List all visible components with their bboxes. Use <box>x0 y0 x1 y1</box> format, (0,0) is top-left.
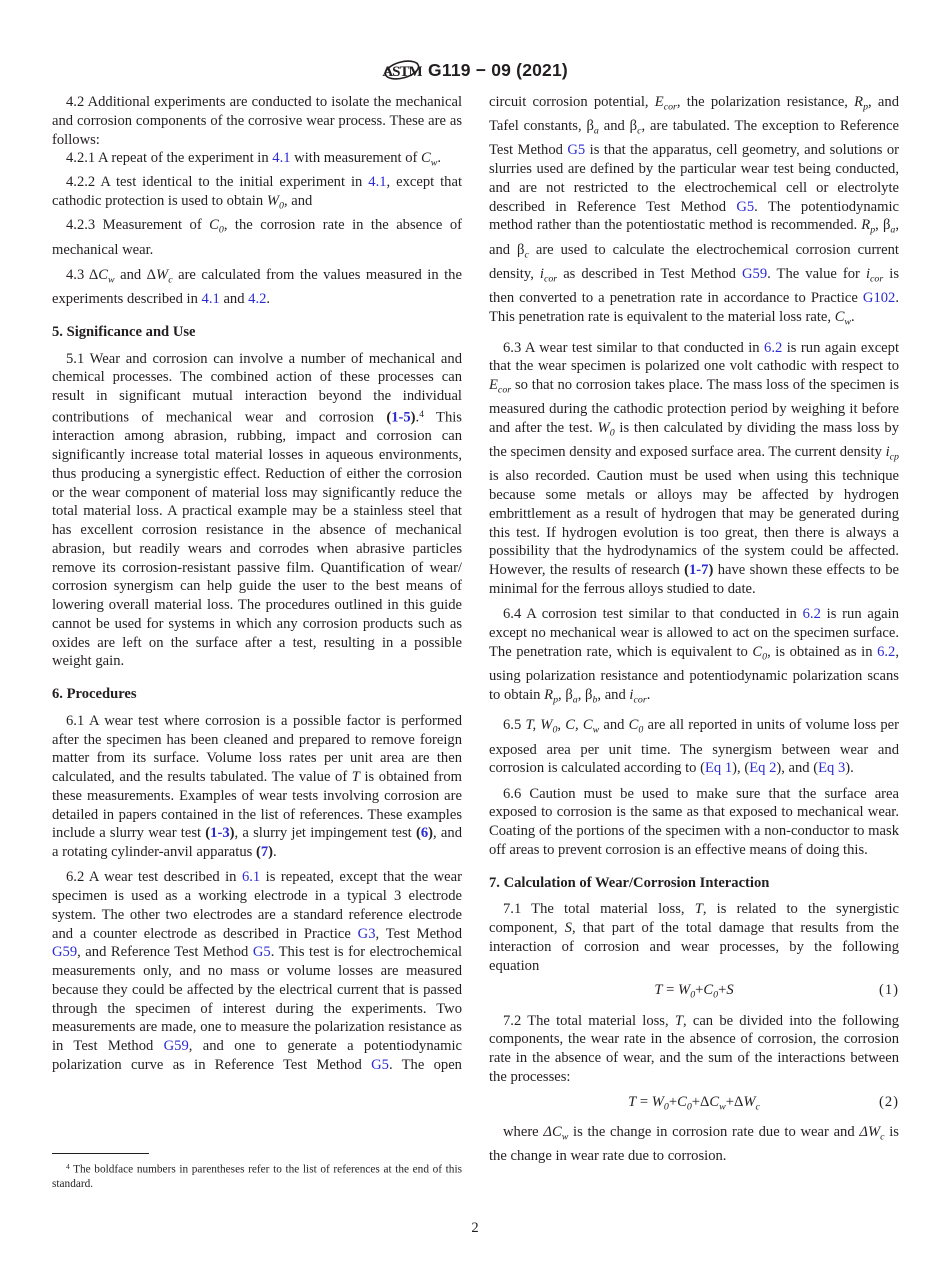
cross-reference-link[interactable]: Eq 2 <box>749 760 777 777</box>
text-run: is the change in corrosion rate due to wear and <box>568 1123 860 1140</box>
text-run: , the polarization resistance, <box>676 94 855 110</box>
text-run: 7.1 The total material loss, <box>503 901 695 918</box>
subscript: w <box>592 724 600 736</box>
subscript: 0 <box>690 989 696 1001</box>
cross-reference-link[interactable]: G3 <box>357 925 376 942</box>
italic-text: S <box>726 982 734 999</box>
svg-text:ASTM: ASTM <box>382 64 422 80</box>
italic-text: C <box>628 717 639 734</box>
text-run: 5.1 Wear and corrosion can involve a number of mechanical and chemical processes. The combined action of these processes can result in significant mutual interaction beyond the individual contributions of mechanical wear and corrosion <box>52 350 462 426</box>
bold-text: ( <box>255 844 261 861</box>
italic-text: R <box>854 94 864 110</box>
bold-text: ) <box>428 825 434 842</box>
left-column <box>52 93 462 1075</box>
text-run: , except that cathodic protection is used to obtain <box>52 174 462 210</box>
page-header <box>0 56 950 84</box>
text-run: , that part of the total damage that results from the interaction of corrosion and wear processes, by the following equation <box>489 920 899 974</box>
text-run: . The potentiodynamic method rather than the potentiostatic method is recommended. <box>489 198 899 234</box>
text-run: 7. Calculation of Wear/Corrosion Interaction <box>489 874 770 891</box>
paragraph <box>489 93 899 332</box>
paragraph <box>489 900 899 975</box>
footnote-divider <box>52 1153 149 1154</box>
text-run: + <box>695 982 704 999</box>
equation <box>489 1093 899 1117</box>
paragraph <box>489 785 899 860</box>
text-run: , and one to generate a potentiodynamic polarization curve as in Reference Test Method <box>52 1038 462 1073</box>
italic-text: T <box>628 1093 637 1110</box>
italic-text: T <box>674 1012 683 1029</box>
subscript: cor <box>543 273 558 285</box>
subscript: c <box>637 125 642 137</box>
text-run: ), ( <box>732 760 750 777</box>
italic-text: W <box>597 420 610 437</box>
cross-reference-link[interactable]: G5 <box>567 142 586 159</box>
text-run: ), and ( <box>776 760 819 777</box>
italic-text: i <box>865 265 871 282</box>
text-run: 4.2 Additional experiments are conducted to isolate the mechanical and corrosion components of the corrosive wear process. These are as follows: <box>52 94 462 148</box>
italic-text: i <box>629 686 634 703</box>
paragraph <box>52 93 462 149</box>
cross-reference-link[interactable]: G102 <box>862 290 896 307</box>
text-run: 6.5 <box>503 717 526 734</box>
italic-text: C <box>209 217 219 234</box>
document-title: G119 − 09 (2021) <box>428 59 568 80</box>
text-run: is also recorded. Caution must be used when using this technique because some metals or alloys may be affected by hydrogen embrittlement as a result of hydrogen that may be generated during this test. If hydrogen evolution is too great, then there is always a possibility that the hydrodynamics of the system could be affected. However, the results of research <box>489 468 899 579</box>
section-heading <box>489 874 899 893</box>
text-run: circuit corrosion potential, <box>489 94 655 110</box>
reference-link[interactable]: 7 <box>260 844 269 861</box>
text-run: is obtained from these measurements. Examples of wear tests involving corrosion are detailed in papers contained in the list of references. These examples include a slurry wear test <box>52 769 462 842</box>
subscript: cor <box>633 694 647 706</box>
subscript: cor <box>663 101 677 113</box>
text-run: . This penetration rate is equivalent to the material loss rate, <box>489 290 899 325</box>
text-run: is the change in wear rate due to corrosion. <box>489 1123 899 1165</box>
text-run: . <box>437 150 442 167</box>
cross-reference-link[interactable]: 4.2 <box>248 291 267 308</box>
italic-text: E <box>489 377 498 394</box>
paragraph <box>52 173 462 216</box>
italic-text: T <box>694 901 703 918</box>
italic-text: i <box>885 444 890 461</box>
italic-text: C <box>677 1093 687 1110</box>
subscript: 0 <box>218 224 224 236</box>
text-run: and Δ <box>114 266 157 283</box>
text-run: . <box>646 686 651 703</box>
subscript: a <box>593 125 599 137</box>
subscript: 0 <box>638 724 644 736</box>
text-run: , and <box>597 686 630 703</box>
italic-text: W <box>743 1093 756 1110</box>
subscript: 0 <box>762 651 768 663</box>
reference-link[interactable]: 1-3 <box>210 825 230 842</box>
subscript: cor <box>497 384 512 396</box>
italic-text: C <box>834 308 845 325</box>
cross-reference-link[interactable]: G59 <box>52 944 78 961</box>
text-run: . <box>266 291 271 308</box>
subscript: c <box>755 1101 760 1113</box>
text-run: 6.4 A corrosion test similar to that conducted in <box>503 606 803 623</box>
superscript: 4 <box>419 409 424 420</box>
text-run: . This test is for electrochemical measurements only, and no mass or volume losses are measured because they could be affected by the electrical current that is passed through the specimen of interest during the experiments. Two measurements are made, one to measure the polarization resistance as in Test Method <box>52 944 462 1055</box>
italic-text: W <box>678 982 691 999</box>
italic-text: W <box>156 266 169 283</box>
cross-reference-link[interactable]: 6.2 <box>877 643 896 660</box>
paragraph <box>489 605 899 710</box>
cross-reference-link[interactable]: 6.1 <box>241 869 261 886</box>
italic-text: C <box>98 266 109 283</box>
text-run: is that the apparatus, cell geometry, and solutions or slurries used are defined by the particular wear test being conducted, and are not restricted to the electrochemical cell or electrolyte described in Reference Test Method <box>489 142 899 215</box>
bold-text: ) <box>229 825 235 842</box>
equation <box>489 981 899 1005</box>
subscript: 0 <box>713 989 719 1001</box>
bold-text: ( <box>415 825 421 842</box>
text-run: . <box>273 844 277 861</box>
text-run: , can be divided into the following components, the wear rate in the absence of corrosion, the corrosion rate in the absence of wear, and the sum of the interactions between the processes: <box>489 1012 900 1085</box>
subscript: cor <box>870 273 884 285</box>
bold-text: ) <box>268 844 273 861</box>
subscript: c <box>880 1131 885 1143</box>
cross-reference-link[interactable]: 6.2 <box>764 339 783 356</box>
cross-reference-link[interactable]: G5 <box>252 944 271 961</box>
equation-number: (1) <box>878 982 899 999</box>
text-run: and β <box>598 118 638 135</box>
text-run: 4.2.2 A test identical to the initial experiment in <box>66 174 369 191</box>
text-run: , and Reference Test Method <box>77 944 253 961</box>
text-run: . <box>415 409 420 426</box>
italic-text: T <box>351 769 360 786</box>
paragraph <box>52 149 462 173</box>
text-run: , and <box>283 193 313 210</box>
subscript: 0 <box>686 1101 692 1113</box>
text-run: where <box>503 1123 544 1140</box>
text-run: , β <box>875 217 891 234</box>
equation-number: (2) <box>878 1093 899 1110</box>
subscript: w <box>719 1101 726 1113</box>
footnote-text: The boldface numbers in parentheses refer to the list of references at the end of this standard. <box>52 1163 462 1191</box>
cross-reference-link[interactable]: G5 <box>371 1056 389 1073</box>
subscript: 0 <box>552 724 558 736</box>
text-run: is then converted to a penetration rate in accordance to Practice <box>489 265 899 307</box>
subscript: w <box>108 274 115 286</box>
text-run: , Test Method <box>375 925 463 942</box>
text-run: + <box>718 982 727 999</box>
cross-reference-link[interactable]: Eq 3 <box>818 760 846 777</box>
text-run: = <box>662 982 679 999</box>
bold-text: ( <box>684 562 689 579</box>
bold-text: ) <box>410 409 416 426</box>
cross-reference-link[interactable]: 4.1 <box>368 174 387 191</box>
text-run: ). <box>845 760 854 777</box>
subscript: 0 <box>278 200 284 212</box>
astm-logo-icon <box>382 56 422 84</box>
italic-text: i <box>539 265 544 282</box>
italic-text: , C, C <box>557 717 593 734</box>
paragraph <box>489 716 899 778</box>
text-run: is run again except that the wear specimen is polarized one volt cathodic with respect to <box>489 339 899 375</box>
text-run: . <box>851 308 855 325</box>
text-run: +Δ <box>725 1093 744 1110</box>
text-run: , is obtained as in <box>767 643 878 660</box>
cross-reference-link[interactable]: 6.2 <box>802 606 821 623</box>
italic-text: R <box>544 686 554 703</box>
section-heading <box>52 685 462 704</box>
text-run: +Δ <box>691 1093 710 1110</box>
reference-link[interactable]: 6 <box>420 825 429 842</box>
text-run: , and Tafel constants, β <box>489 94 899 135</box>
italic-text: ΔC <box>543 1123 562 1140</box>
text-run: , is related to the synergistic component, <box>489 901 900 937</box>
text-run: 6. Procedures <box>52 686 137 703</box>
text-run: , the corrosion rate in the absence of mechanical wear. <box>52 217 462 258</box>
page-number: 2 <box>471 1220 479 1236</box>
bold-text: ) <box>708 562 714 579</box>
subscript: c <box>524 249 529 261</box>
text-run: , β <box>577 686 593 703</box>
subscript: cp <box>889 451 899 463</box>
subscript: p <box>863 101 869 113</box>
text-run: so that no corrosion takes place. The mass loss of the specimen is measured during the cathodic protection period by weighing it before and after the test. <box>489 377 899 437</box>
paragraph <box>52 350 462 671</box>
paragraph <box>52 216 462 259</box>
paragraph <box>52 712 462 862</box>
reference-link[interactable]: 1-5 <box>391 409 411 426</box>
text-run: 4.2.3 Measurement of <box>66 217 210 234</box>
text-run: and <box>219 291 249 308</box>
text-run: . The value for <box>767 265 866 282</box>
subscript: c <box>168 274 173 286</box>
text-run: , and a rotating cylinder-anvil apparatus <box>52 825 462 861</box>
italic-text: C <box>703 982 714 999</box>
text-run: and <box>599 717 629 734</box>
subscript: w <box>844 316 852 328</box>
text-run: is run again except no mechanical wear is allowed to act on the specimen surface. The penetration rate, which is equivalent to <box>489 606 899 660</box>
cross-reference-link[interactable]: Eq 1 <box>705 760 733 777</box>
italic-text: E <box>654 94 664 110</box>
footnote <box>52 1160 462 1192</box>
bold-text: ( <box>205 825 211 842</box>
text-run: , using polarization resistance and potentiodynamic polarization scans to obtain <box>489 643 899 703</box>
italic-text: C <box>421 150 431 167</box>
text-run: , a slurry jet impingement test <box>234 825 416 842</box>
text-run: is then calculated by dividing the mass loss by the specimen density and exposed surface area. The current density <box>489 420 899 461</box>
text-run: 6.3 A wear test similar to that conducted in <box>503 339 765 356</box>
text-run: This interaction among abrasion, rubbing, impact and corrosion can significantly increase total material losses in aqueous environments, thus producing a synergistic effect. Reduction of either the corrosion or the wear component of material loss may significantly reduce the total material loss. A practical example may be a stainless steel that has excellent corrosion resistance in the absence of mechanical abrasion, but readily wears and corrodes when abrasive particles remove its corrosion-resistant passive film. Quantification of wear/ corrosion synergism can help guide the user to the best means of lowering overall material loss. The procedures outlined in this guide cannot be used for systems in which any corrosion products such as oxides are left on the surface after a test, resulting in a possible weight gain. <box>52 409 462 670</box>
italic-text: T, W <box>525 717 553 734</box>
italic-text: T <box>654 982 663 999</box>
subscript: 0 <box>609 427 615 439</box>
footnote-mark: 4 <box>66 1162 70 1171</box>
paragraph <box>52 868 462 1074</box>
right-column <box>489 93 899 1172</box>
paragraph <box>52 266 462 309</box>
text-run: 7.2 The total material loss, <box>503 1012 675 1029</box>
text-run: are calculated from the values measured in the experiments described in <box>52 266 462 308</box>
text-run: 4.3 Δ <box>66 266 99 283</box>
text-run: , β <box>558 686 573 703</box>
italic-text: S <box>564 920 572 937</box>
cross-reference-link[interactable]: 4.1 <box>201 291 220 308</box>
text-run: + <box>668 1093 678 1110</box>
subscript: 0 <box>663 1101 669 1113</box>
subscript: p <box>553 694 559 706</box>
cross-reference-link[interactable]: G59 <box>742 265 768 282</box>
subscript: w <box>561 1131 569 1143</box>
subscript: a <box>890 224 896 236</box>
text-run: 6.1 A wear test where corrosion is a possible factor is performed after the specimen has been cleaned and prepared to remove foreign matter from its surface. Volume loss rates per unit area are then calculated, and the results tabulated. The value of <box>52 712 462 786</box>
text-run: have shown these effects to be minimal for the ferrous alloys studied to date. <box>489 562 899 597</box>
italic-text: ΔW <box>859 1123 881 1140</box>
italic-text: W <box>651 1093 664 1110</box>
cross-reference-link[interactable]: G5 <box>736 198 755 215</box>
text-run: 5. Significance and Use <box>52 323 196 340</box>
section-heading <box>52 323 462 342</box>
paragraph <box>489 1012 899 1087</box>
italic-text: C <box>709 1093 720 1110</box>
cross-reference-link[interactable]: G59 <box>163 1038 189 1055</box>
cross-reference-link[interactable]: 4.1 <box>272 150 291 167</box>
text-run: 6.6 Caution must be used to make sure that the surface area exposed to corrosion is the same as that exposed to mechanical wear. Coating of the portions of the specimen with a non-conductor to mask off areas to prevent corrosion is an effective means of doing this. <box>489 785 899 858</box>
text-run: is repeated, except that the wear specimen is used as a working electrode in a typical 3 electrode system. The other two electrodes are a standard reference electrode and a counter electrode as described in Practice <box>52 869 463 942</box>
subscript: w <box>430 157 438 169</box>
paragraph <box>489 339 899 599</box>
bold-text: ( <box>386 409 392 426</box>
subscript: p <box>870 224 876 236</box>
text-run: . The open <box>388 1056 462 1073</box>
text-run: , and β <box>489 217 899 258</box>
italic-text: R <box>861 217 871 234</box>
paragraph <box>489 1123 899 1166</box>
text-run: , are tabulated. The exception to Reference Test Method <box>489 118 899 159</box>
text-run: 6.2 A wear test described in <box>66 869 242 886</box>
subscript: b <box>592 694 598 706</box>
text-run: 4.2.1 A repeat of the experiment in <box>66 150 273 167</box>
text-run: are all reported in units of volume loss per exposed area per unit time. The synergism between wear and corrosion is calculated according to ( <box>489 717 900 777</box>
text-run: = <box>636 1093 652 1110</box>
text-run: with measurement of <box>290 150 422 167</box>
reference-link[interactable]: 1-7 <box>689 562 709 579</box>
text-run: as described in Test Method <box>557 265 742 282</box>
italic-text: C <box>752 643 763 660</box>
italic-text: W <box>266 193 279 210</box>
subscript: a <box>572 694 578 706</box>
text-run: are used to calculate the electrochemical corrosion current density, <box>489 241 899 282</box>
